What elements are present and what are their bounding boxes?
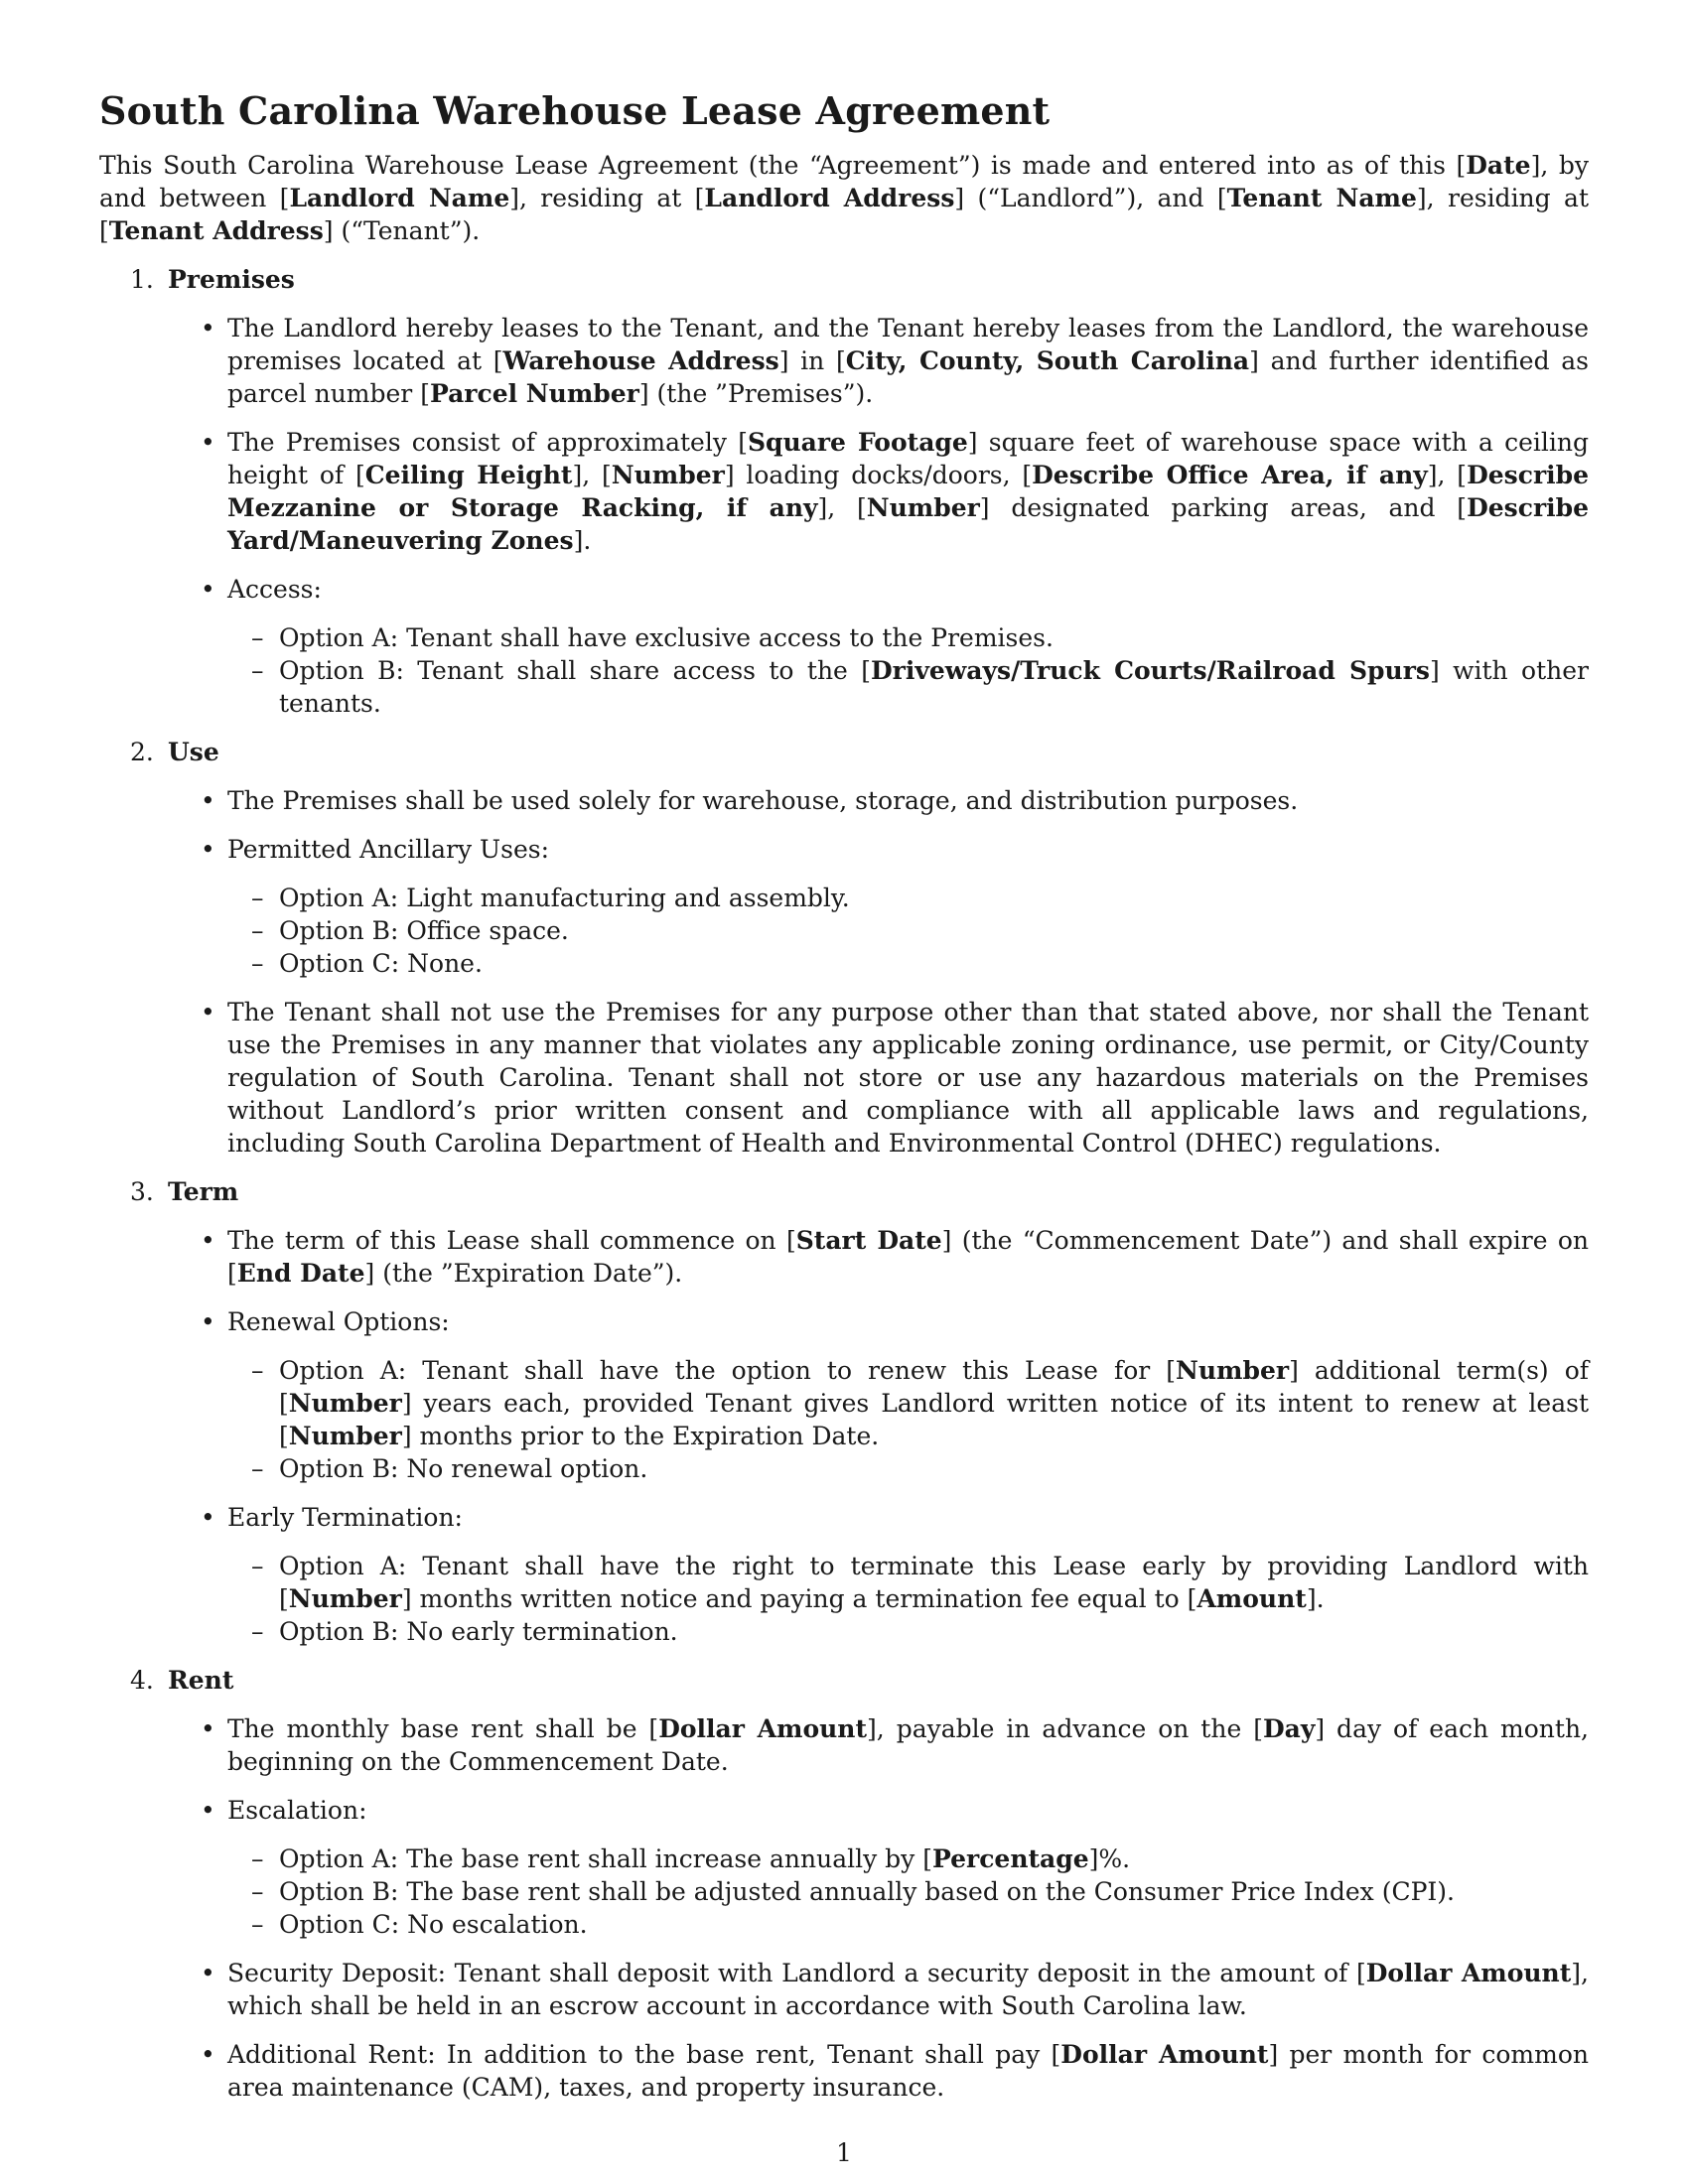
sections-list xyxy=(99,263,1589,2104)
dash-icon: – xyxy=(251,1910,264,1939)
section-number: 3. xyxy=(130,1177,154,1206)
bullet-list xyxy=(99,312,1589,720)
placeholder-landlord-address: Landlord Address xyxy=(704,184,955,212)
option-item: – Option B: Office space. xyxy=(251,916,569,945)
option-item: – Option C: No escalation. xyxy=(251,1910,588,1939)
section-term xyxy=(99,1175,1589,1648)
bullet-icon: • xyxy=(201,2040,215,2069)
option-item: – Option A: Tenant shall have the option to renew this Lease for [Number] additional term(s) of [Number] years each, provided Tenant gives Landlord written notice of its intent to renew at least [Number] months prior to the Expiration Date. xyxy=(251,1356,1590,1450)
option-item: – Option B: The base rent shall be adjusted annually based on the Consumer Price Index (CPI). xyxy=(251,1877,1455,1906)
option-item: – Option A: Tenant shall have exclusive access to the Premises. xyxy=(251,623,1054,652)
bullet-icon: • xyxy=(201,428,215,457)
list-item: • Early Termination: – Option A: Tenant shall have the right to terminate this Lease early by providing Landlord with [Number] months written notice and paying a termination fee equal to [Amount]. – Option B: No early termination. xyxy=(201,1503,1589,1646)
option-list xyxy=(227,1550,1589,1648)
list-item: • The term of this Lease shall commence on [Start Date] (the “Commencement Date”) and shall expire on [End Date] (the ”Expiration Date”). xyxy=(201,1226,1589,1288)
dash-icon: – xyxy=(251,1454,264,1483)
list-item: • The monthly base rent shall be [Dollar Amount], payable in advance on the [Day] day of each month, beginning on the Commencement Date. xyxy=(201,1714,1589,1776)
dash-icon: – xyxy=(251,1877,264,1906)
section-number: 1. xyxy=(130,265,154,294)
bullet-icon: • xyxy=(201,1503,215,1532)
option-item: – Option B: No early termination. xyxy=(251,1617,678,1646)
section-heading xyxy=(99,1175,1589,1208)
bullet-icon: • xyxy=(201,1307,215,1336)
option-list xyxy=(227,1354,1589,1485)
section-title: Use xyxy=(168,738,219,766)
bullet-list xyxy=(99,1224,1589,1648)
list-item: • Renewal Options: – Option A: Tenant shall have the option to renew this Lease for [Number] additional term(s) of [Number] years each, provided Tenant gives Landlord written notice of its intent to renew at least [Number] months prior to the Expiration Date. – Option B: No renewal option. xyxy=(201,1307,1590,1483)
bullet-icon: • xyxy=(201,1226,215,1255)
placeholder-landlord-name: Landlord Name xyxy=(289,184,510,212)
section-number: 4. xyxy=(130,1666,154,1695)
list-item: • Escalation: – Option A: The base rent shall increase annually by [Percentage]%. – Option B: The base rent shall be adjusted annually based on the Consumer Price Index (CPI). – Option C: No escalation. xyxy=(227,1794,1589,1941)
option-item: – Option A: Light manufacturing and assembly. xyxy=(251,884,850,912)
section-heading xyxy=(99,1664,1589,1697)
dash-icon: – xyxy=(251,623,264,652)
bullet-icon: • xyxy=(201,1959,215,1987)
dash-icon: – xyxy=(251,1356,264,1385)
placeholder-tenant-name: Tenant Name xyxy=(1226,184,1417,212)
dash-icon: – xyxy=(251,656,264,685)
dash-icon: – xyxy=(251,1844,264,1873)
option-list xyxy=(227,621,1589,720)
section-title: Rent xyxy=(168,1666,234,1695)
option-item: – Option B: No renewal option. xyxy=(251,1454,648,1483)
list-item: • Access: – Option A: Tenant shall have exclusive access to the Premises. – Option B: Tenant shall share access to the [Driveways/Truck Courts/Railroad Spurs] with other tenants. xyxy=(201,575,1589,718)
bullet-icon: • xyxy=(201,314,215,342)
bullet-icon: • xyxy=(201,786,215,815)
dash-icon: – xyxy=(251,884,264,912)
section-use xyxy=(99,736,1589,1160)
bullet-icon: • xyxy=(201,998,215,1026)
list-item: • The Landlord hereby leases to the Tenant, and the Tenant hereby leases from the Landlord, the warehouse premises located at [Warehouse Address] in [City, County, South Carolina] and further identified as parcel number [Parcel Number] (the ”Premises”). xyxy=(201,314,1590,408)
list-item: • The Premises consist of approximately [Square Footage] square feet of warehouse space with a ceiling height of [Ceiling Height], [Number] loading docks/doors, [Describe Office Area, if any], [Describe Mezzanine or Storage Racking, if any], [Number] designated parking areas, and [Describe Yard/Maneuvering Zones]. xyxy=(201,428,1589,555)
bullet-icon: • xyxy=(201,1714,215,1743)
list-item: • Permitted Ancillary Uses: – Option A: Light manufacturing and assembly. – Option B: Office space. – Option C: None. xyxy=(227,833,1589,980)
section-heading xyxy=(99,736,1589,768)
option-list xyxy=(227,882,1589,980)
section-rent xyxy=(99,1664,1589,2104)
document-page xyxy=(99,87,1589,2119)
dash-icon: – xyxy=(251,916,264,945)
section-title: Premises xyxy=(168,265,295,294)
list-item: • The Premises shall be used solely for warehouse, storage, and distribution purposes. xyxy=(201,786,1299,815)
bullet-list xyxy=(99,1712,1589,2104)
placeholder-date: Date xyxy=(1466,151,1531,180)
bullet-icon: • xyxy=(201,575,215,604)
intro-paragraph: This South Carolina Warehouse Lease Agreement (the “Agreement”) is made and entered into as of this [Date], by and between [Landlord Name], residing at [Landlord Address] (“Landlord”), and [Tenant Name], residing at [Tenant Address] (“Tenant”). xyxy=(99,151,1589,245)
bullet-list xyxy=(99,784,1589,1160)
bullet-icon: • xyxy=(201,835,215,864)
dash-icon: – xyxy=(251,1617,264,1646)
option-item: – Option A: Tenant shall have the right to terminate this Lease early by providing Landlord with [Number] months written notice and paying a termination fee equal to [Amount]. xyxy=(251,1552,1589,1613)
bullet-icon: • xyxy=(201,1796,215,1825)
section-title: Term xyxy=(168,1177,239,1206)
list-item: • Additional Rent: In addition to the base rent, Tenant shall pay [Dollar Amount] per month for common area maintenance (CAM), taxes, and property insurance. xyxy=(201,2040,1589,2102)
section-number: 2. xyxy=(130,738,154,766)
dash-icon: – xyxy=(251,949,264,978)
section-premises xyxy=(99,263,1589,720)
option-item: – Option B: Tenant shall share access to the [Driveways/Truck Courts/Railroad Spurs] with other tenants. xyxy=(251,656,1589,718)
placeholder-tenant-address: Tenant Address xyxy=(108,216,324,245)
list-item: • The Tenant shall not use the Premises for any purpose other than that stated above, nor shall the Tenant use the Premises in any manner that violates any applicable zoning ordinance, use permit, or City/County regulation of South Carolina. Tenant shall not store or use any hazardous materials on the Premises without Landlord’s prior written consent and compliance with all applicable laws and regulations, including South Carolina Department of Health and Environmental Control (DHEC) regulations. xyxy=(201,998,1589,1158)
option-item: – Option C: None. xyxy=(251,949,483,978)
page-number: 1 xyxy=(836,2138,852,2167)
option-item: – Option A: The base rent shall increase annually by [Percentage]%. xyxy=(251,1844,1131,1873)
dash-icon: – xyxy=(251,1552,264,1580)
section-heading xyxy=(99,263,1589,296)
option-list xyxy=(227,1843,1589,1941)
document-title: South Carolina Warehouse Lease Agreement xyxy=(99,88,1051,133)
list-item: • Security Deposit: Tenant shall deposit with Landlord a security deposit in the amount of [Dollar Amount], which shall be held in an escrow account in accordance with South Carolina law. xyxy=(201,1959,1589,2020)
